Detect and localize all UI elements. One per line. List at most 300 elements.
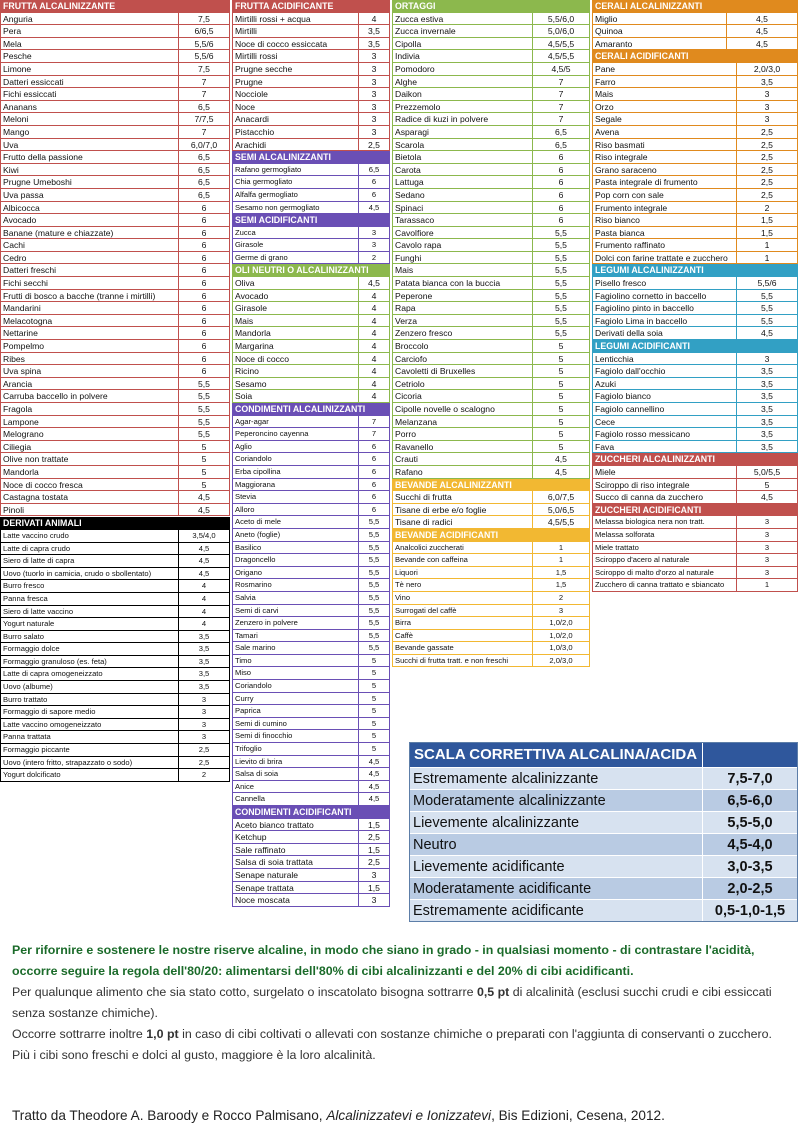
food-name: Fagiolino cornetto in baccello	[593, 290, 737, 302]
food-row	[233, 705, 389, 718]
food-row	[233, 466, 389, 479]
food-name: Fichi essiccati	[1, 88, 179, 100]
food-row	[393, 504, 589, 517]
food-name: Succhi di frutta tratt. e non freschi	[393, 655, 533, 667]
food-name: Sciroppo di malto d'orzo al naturale	[593, 567, 737, 579]
food-name: Cipolla	[393, 38, 533, 50]
food-ph-value: 2	[764, 202, 770, 213]
scala-label: Moderatamente alcalinizzante	[410, 790, 703, 811]
scala-label: Neutro	[410, 834, 703, 855]
food-name: Albicocca	[1, 202, 179, 214]
food-name: Salsa di soia trattata	[233, 856, 359, 868]
scala-row	[410, 767, 797, 789]
column-1	[0, 0, 230, 782]
food-name: Basilico	[233, 542, 359, 554]
food-name: Melograno	[1, 428, 179, 440]
food-row	[393, 642, 589, 655]
food-row	[393, 164, 589, 177]
food-ph-value: 5,5/6	[194, 38, 214, 49]
food-name: Noce di cocco	[233, 353, 359, 365]
food-ph-value: 5,5	[761, 303, 773, 314]
food-ph-value: 3,5	[761, 416, 773, 427]
food-name: Carota	[393, 164, 533, 176]
food-row	[233, 693, 389, 706]
food-ph-value: 6,5	[555, 139, 567, 150]
food-row	[393, 50, 589, 63]
food-ph-value: 6	[558, 215, 564, 226]
section-header: CONDIMENTI ALCALINIZZANTI	[232, 403, 390, 416]
food-name: Cavolo rapa	[393, 239, 533, 251]
scala-label: Estremamente acidificante	[410, 900, 703, 921]
food-ph-value: 6	[201, 227, 207, 238]
food-row	[393, 239, 589, 252]
food-name: Pisello fresco	[593, 277, 737, 289]
food-ph-value: 3,5	[198, 656, 210, 666]
scala-title: SCALA CORRETTIVA ALCALINA/ACIDA	[410, 743, 703, 767]
food-ph-value: 5,5	[198, 429, 210, 440]
food-row	[233, 315, 389, 328]
food-ph-value: 1,5	[368, 819, 380, 830]
food-ph-value: 4	[371, 290, 377, 301]
food-ph-value: 7	[558, 114, 564, 125]
food-ph-value: 5	[371, 744, 377, 754]
section-oli	[232, 264, 390, 403]
food-ph-value: 3,5	[761, 76, 773, 87]
section-legumi-alcalinizzanti	[592, 264, 798, 340]
food-row	[593, 151, 797, 164]
section-zuccheri-alcalinizzanti	[592, 453, 798, 503]
food-name: Datteri freschi	[1, 264, 179, 276]
food-name: Salvia	[233, 592, 359, 604]
food-row	[233, 390, 389, 403]
food-row	[593, 290, 797, 303]
section-rows	[392, 491, 590, 529]
food-row	[1, 416, 229, 429]
food-ph-value: 4,5/5	[551, 63, 571, 74]
section-bevande-acidificanti	[392, 529, 590, 668]
food-ph-value: 3,5	[198, 682, 210, 692]
food-row	[1, 643, 229, 656]
food-ph-value: 3,5	[198, 669, 210, 679]
food-name: Latte di capra crudo	[1, 543, 179, 555]
food-ph-value: 6	[371, 479, 377, 489]
food-row	[393, 63, 589, 76]
food-name: Miso	[233, 667, 359, 679]
food-name: Pane	[593, 63, 737, 75]
food-ph-value: 3	[371, 114, 377, 125]
food-name: Panna fresca	[1, 593, 179, 605]
food-ph-value: 2,5	[368, 857, 380, 868]
food-name: Mela	[1, 38, 179, 50]
notes	[12, 940, 790, 1066]
food-name: Uva passa	[1, 189, 179, 201]
notes-text: in caso di cibi coltivati o allevati con sostanze chimiche o preparati con l'aggiunta di conservanti o zucchero.	[178, 1027, 772, 1041]
section-zuccheri-acidificanti	[592, 504, 798, 592]
food-ph-value: 2,0/3,0	[549, 655, 573, 665]
food-row	[593, 390, 797, 403]
food-row	[593, 516, 797, 529]
food-row	[393, 25, 589, 38]
food-name: Cece	[593, 416, 737, 428]
food-ph-value: 7	[558, 76, 564, 87]
food-ph-value: 3	[201, 732, 207, 742]
food-ph-value: 5,5	[555, 227, 567, 238]
food-name: Noce	[233, 101, 359, 113]
food-ph-value: 5,5	[761, 290, 773, 301]
food-name: Vino	[393, 592, 533, 604]
food-name: Mais	[233, 315, 359, 327]
food-ph-value: 5,5	[368, 592, 380, 602]
food-row	[1, 353, 229, 366]
food-name: Burro trattato	[1, 694, 179, 706]
food-ph-value: 3,5	[198, 644, 210, 654]
food-name: Prugne secche	[233, 63, 359, 75]
food-ph-value: 2,0/3,0	[753, 63, 781, 74]
scala-range: 7,5-7,0	[727, 771, 773, 787]
food-ph-value: 3	[764, 529, 770, 539]
food-name: Melanzana	[393, 416, 533, 428]
food-ph-value: 2	[201, 770, 207, 780]
food-row	[233, 491, 389, 504]
food-name: Succo di canna da zucchero	[593, 491, 737, 503]
column-4	[592, 0, 798, 592]
food-ph-value: 6	[371, 492, 377, 502]
food-row	[393, 630, 589, 643]
section-rows	[0, 13, 230, 517]
food-name: Datteri essiccati	[1, 76, 179, 88]
food-row	[393, 365, 589, 378]
food-row	[1, 744, 229, 757]
food-row	[233, 882, 389, 895]
food-ph-value: 6,5	[198, 189, 210, 200]
food-row	[393, 227, 589, 240]
food-ph-value: 7,5	[198, 63, 210, 74]
food-name: Coriandolo	[233, 453, 359, 465]
food-ph-value: 6	[558, 177, 564, 188]
food-row	[233, 894, 389, 907]
food-row	[1, 618, 229, 631]
food-row	[393, 579, 589, 592]
food-row	[1, 769, 229, 782]
notes-bold: 1,0 pt	[146, 1027, 179, 1041]
food-ph-value: 2	[371, 252, 377, 262]
section-header: DERIVATI ANIMALI	[0, 517, 230, 530]
food-row	[393, 151, 589, 164]
food-name: Rafano germogliato	[233, 164, 359, 176]
food-ph-value: 1,5	[555, 567, 567, 577]
section-header: CERALI ALCALINIZZANTI	[592, 0, 798, 13]
food-ph-value: 6	[201, 290, 207, 301]
food-row	[393, 38, 589, 51]
scala-label: Moderatamente acidificante	[410, 878, 703, 899]
food-row	[393, 139, 589, 152]
food-row	[593, 227, 797, 240]
food-row	[593, 202, 797, 215]
food-name: Salsa di soia	[233, 768, 359, 780]
food-row	[393, 113, 589, 126]
food-name: Frutti di bosco a bacche (tranne i mirtilli)	[1, 290, 179, 302]
section-frutta-acidificante	[232, 0, 390, 151]
food-row	[233, 252, 389, 265]
food-row	[593, 491, 797, 504]
food-ph-value: 6	[558, 152, 564, 163]
scala-label: Lievemente alcalinizzante	[410, 812, 703, 833]
food-name: Timo	[233, 655, 359, 667]
food-ph-value: 7,5	[198, 13, 210, 24]
food-ph-value: 5,5	[368, 555, 380, 565]
food-name: Senape trattata	[233, 882, 359, 894]
food-name: Dragoncello	[233, 554, 359, 566]
food-name: Sciroppo d'acero al naturale	[593, 554, 737, 566]
food-ph-value: 3	[764, 101, 770, 112]
food-name: Nettarine	[1, 327, 179, 339]
food-name: Fagiolo dall'occhio	[593, 365, 737, 377]
food-row	[1, 290, 229, 303]
food-ph-value: 5,5	[368, 529, 380, 539]
food-ph-value: 5	[764, 479, 770, 490]
food-row	[233, 856, 389, 869]
food-name: Uva	[1, 139, 179, 151]
food-row	[593, 252, 797, 265]
food-name: Spinaci	[393, 202, 533, 214]
food-ph-value: 3,5	[368, 38, 380, 49]
food-row	[233, 25, 389, 38]
section-legumi-acidificanti	[592, 340, 798, 453]
food-ph-value: 5	[371, 731, 377, 741]
food-name: Surrogati del caffè	[393, 605, 533, 617]
section-ortaggi	[392, 0, 590, 479]
food-name: Arachidi	[233, 139, 359, 151]
source-citation	[12, 1108, 665, 1123]
food-row	[1, 681, 229, 694]
food-row	[593, 529, 797, 542]
food-name: Ribes	[1, 353, 179, 365]
food-row	[233, 365, 389, 378]
food-row	[1, 13, 229, 26]
food-ph-value: 3	[201, 694, 207, 704]
section-rows	[592, 63, 798, 265]
food-row	[1, 403, 229, 416]
food-name: Formaggio dolce	[1, 643, 179, 655]
food-ph-value: 7	[558, 101, 564, 112]
section-rows	[232, 277, 390, 403]
food-name: Anice	[233, 781, 359, 793]
food-ph-value: 6	[201, 202, 207, 213]
food-name: Yogurt naturale	[1, 618, 179, 630]
food-ph-value: 3	[764, 567, 770, 577]
food-name: Prezzemolo	[393, 101, 533, 113]
food-row	[393, 126, 589, 139]
food-ph-value: 5,5	[555, 290, 567, 301]
food-name: Uovo (intero fritto, strapazzato o sodo)	[1, 757, 179, 769]
food-name: Peperoncino cayenna	[233, 428, 359, 440]
scala-row	[410, 833, 797, 855]
food-ph-value: 4	[371, 328, 377, 339]
food-name: Analcolici zuccherati	[393, 542, 533, 554]
food-row	[1, 466, 229, 479]
food-row	[233, 844, 389, 857]
scala-label: Lievemente acidificante	[410, 856, 703, 877]
food-row	[393, 13, 589, 26]
food-name: Tisane di erbe e/o foglie	[393, 504, 533, 516]
food-row	[233, 542, 389, 555]
food-ph-value: 5,5	[555, 278, 567, 289]
food-ph-value: 4,5	[198, 568, 210, 578]
section-frutta-alcalinizzante	[0, 0, 230, 516]
food-name: Cannella	[233, 793, 359, 805]
food-name: Formaggio di sapore medio	[1, 706, 179, 718]
food-name: Aneto (foglie)	[233, 529, 359, 541]
food-ph-value: 5,5	[761, 315, 773, 326]
scala-row	[410, 855, 797, 877]
food-row	[393, 390, 589, 403]
food-ph-value: 5,5	[368, 517, 380, 527]
food-row	[593, 403, 797, 416]
food-name: Pera	[1, 25, 179, 37]
food-name: Pistacchio	[233, 126, 359, 138]
food-ph-value: 4,5/5,5	[547, 517, 575, 528]
food-name: Peperone	[393, 290, 533, 302]
section-bevande-alcalinizzanti	[392, 479, 590, 529]
food-ph-value: 5	[371, 693, 377, 703]
food-ph-value: 6,5	[555, 126, 567, 137]
food-ph-value: 5	[371, 655, 377, 665]
food-ph-value: 1,5	[761, 215, 773, 226]
food-ph-value: 5	[558, 341, 564, 352]
column-3	[392, 0, 590, 667]
section-rows	[232, 819, 390, 907]
food-name: Senape naturale	[233, 869, 359, 881]
food-row	[593, 63, 797, 76]
food-name: Limone	[1, 63, 179, 75]
food-ph-value: 6	[558, 164, 564, 175]
food-name: Pop corn con sale	[593, 189, 737, 201]
food-row	[233, 76, 389, 89]
food-name: Daikon	[393, 88, 533, 100]
food-ph-value: 4,5/5,5	[547, 38, 575, 49]
food-ph-value: 5	[371, 718, 377, 728]
food-ph-value: 3,5/4,0	[192, 530, 216, 540]
section-semi-alcalinizzanti	[232, 151, 390, 214]
food-row	[1, 277, 229, 290]
food-ph-value: 3,5	[761, 429, 773, 440]
food-ph-value: 2,5	[761, 164, 773, 175]
food-name: Sedano	[393, 189, 533, 201]
food-ph-value: 4	[371, 315, 377, 326]
notes-text: Occorre sottrarre inoltre	[12, 1027, 147, 1041]
food-row	[393, 202, 589, 215]
food-ph-value: 3,5	[368, 26, 380, 37]
food-name: Funghi	[393, 252, 533, 264]
food-row	[1, 239, 229, 252]
food-ph-value: 6	[201, 278, 207, 289]
scala-correttiva-table	[409, 742, 798, 922]
section-rows	[232, 227, 390, 265]
food-ph-value: 7	[371, 429, 377, 439]
food-row	[393, 466, 589, 479]
food-name: Sale raffinato	[233, 844, 359, 856]
food-row	[1, 214, 229, 227]
food-row	[233, 113, 389, 126]
section-rows	[232, 13, 390, 152]
food-name: Noce moscata	[233, 894, 359, 906]
food-row	[1, 491, 229, 504]
section-rows	[392, 542, 590, 668]
food-ph-value: 5,5	[368, 605, 380, 615]
food-name: Ravanello	[393, 441, 533, 453]
food-row	[233, 176, 389, 189]
notes-intro: Per rifornire e sostenere le nostre riserve alcaline, in modo che siano in grado - in qualsiasi momento - di contrastare l'acidità, occorre seguire la regola dell'80/20: alimentarsi dell'80% di cibi alcalinizzanti e del 20% di cibi acidificanti.	[12, 943, 755, 978]
food-name: Indivia	[393, 50, 533, 62]
food-ph-value: 5	[558, 353, 564, 364]
food-name: Latte di capra omogeneizzato	[1, 668, 179, 680]
scala-row	[410, 811, 797, 833]
food-ph-value: 5,5	[368, 567, 380, 577]
food-row	[1, 252, 229, 265]
food-row	[593, 88, 797, 101]
food-row	[233, 227, 389, 240]
food-row	[393, 340, 589, 353]
source-text: Tratto da Theodore A. Baroody e Rocco Palmisano,	[12, 1108, 327, 1123]
notes-bold: 0,5 pt	[476, 985, 510, 999]
food-name: Rosmarino	[233, 579, 359, 591]
source-text: , Bis Edizioni, Cesena, 2012.	[491, 1108, 665, 1123]
food-name: Anguria	[1, 13, 179, 25]
food-row	[593, 441, 797, 454]
food-row	[233, 479, 389, 492]
food-name: Noce di cocco essiccata	[233, 38, 359, 50]
food-name: Panna trattata	[1, 731, 179, 743]
section-header: LEGUMI ACIDIFICANTI	[592, 340, 798, 353]
food-name: Riso bianco	[593, 214, 737, 226]
food-name: Aceto bianco trattato	[233, 819, 359, 831]
section-header: BEVANDE ACIDIFICANTI	[392, 529, 590, 542]
food-ph-value: 6	[558, 189, 564, 200]
food-ph-value: 6	[371, 441, 377, 451]
food-name: Sesamo	[233, 378, 359, 390]
food-row	[393, 302, 589, 315]
food-row	[1, 543, 229, 556]
food-name: Miglio	[593, 13, 727, 25]
food-row	[233, 50, 389, 63]
food-row	[1, 126, 229, 139]
food-row	[233, 340, 389, 353]
food-row	[233, 327, 389, 340]
food-ph-value: 7	[558, 89, 564, 100]
food-ph-value: 2,5	[198, 745, 210, 755]
food-row	[393, 378, 589, 391]
food-ph-value: 7	[201, 126, 207, 137]
food-name: Carciofo	[393, 353, 533, 365]
scala-label: Estremamente alcalinizzante	[410, 768, 703, 789]
food-name: Semi di finocchio	[233, 730, 359, 742]
food-row	[233, 101, 389, 114]
food-row	[233, 768, 389, 781]
food-name: Yogurt dolcificato	[1, 769, 179, 781]
food-row	[393, 567, 589, 580]
food-name: Sale marino	[233, 642, 359, 654]
food-row	[233, 667, 389, 680]
food-row	[233, 793, 389, 806]
section-rows	[392, 13, 590, 479]
food-row	[593, 428, 797, 441]
food-name: Nocciole	[233, 88, 359, 100]
food-row	[393, 516, 589, 529]
food-ph-value: 4,5	[761, 328, 773, 339]
food-row	[233, 13, 389, 26]
food-name: Cicoria	[393, 390, 533, 402]
food-row	[233, 642, 389, 655]
